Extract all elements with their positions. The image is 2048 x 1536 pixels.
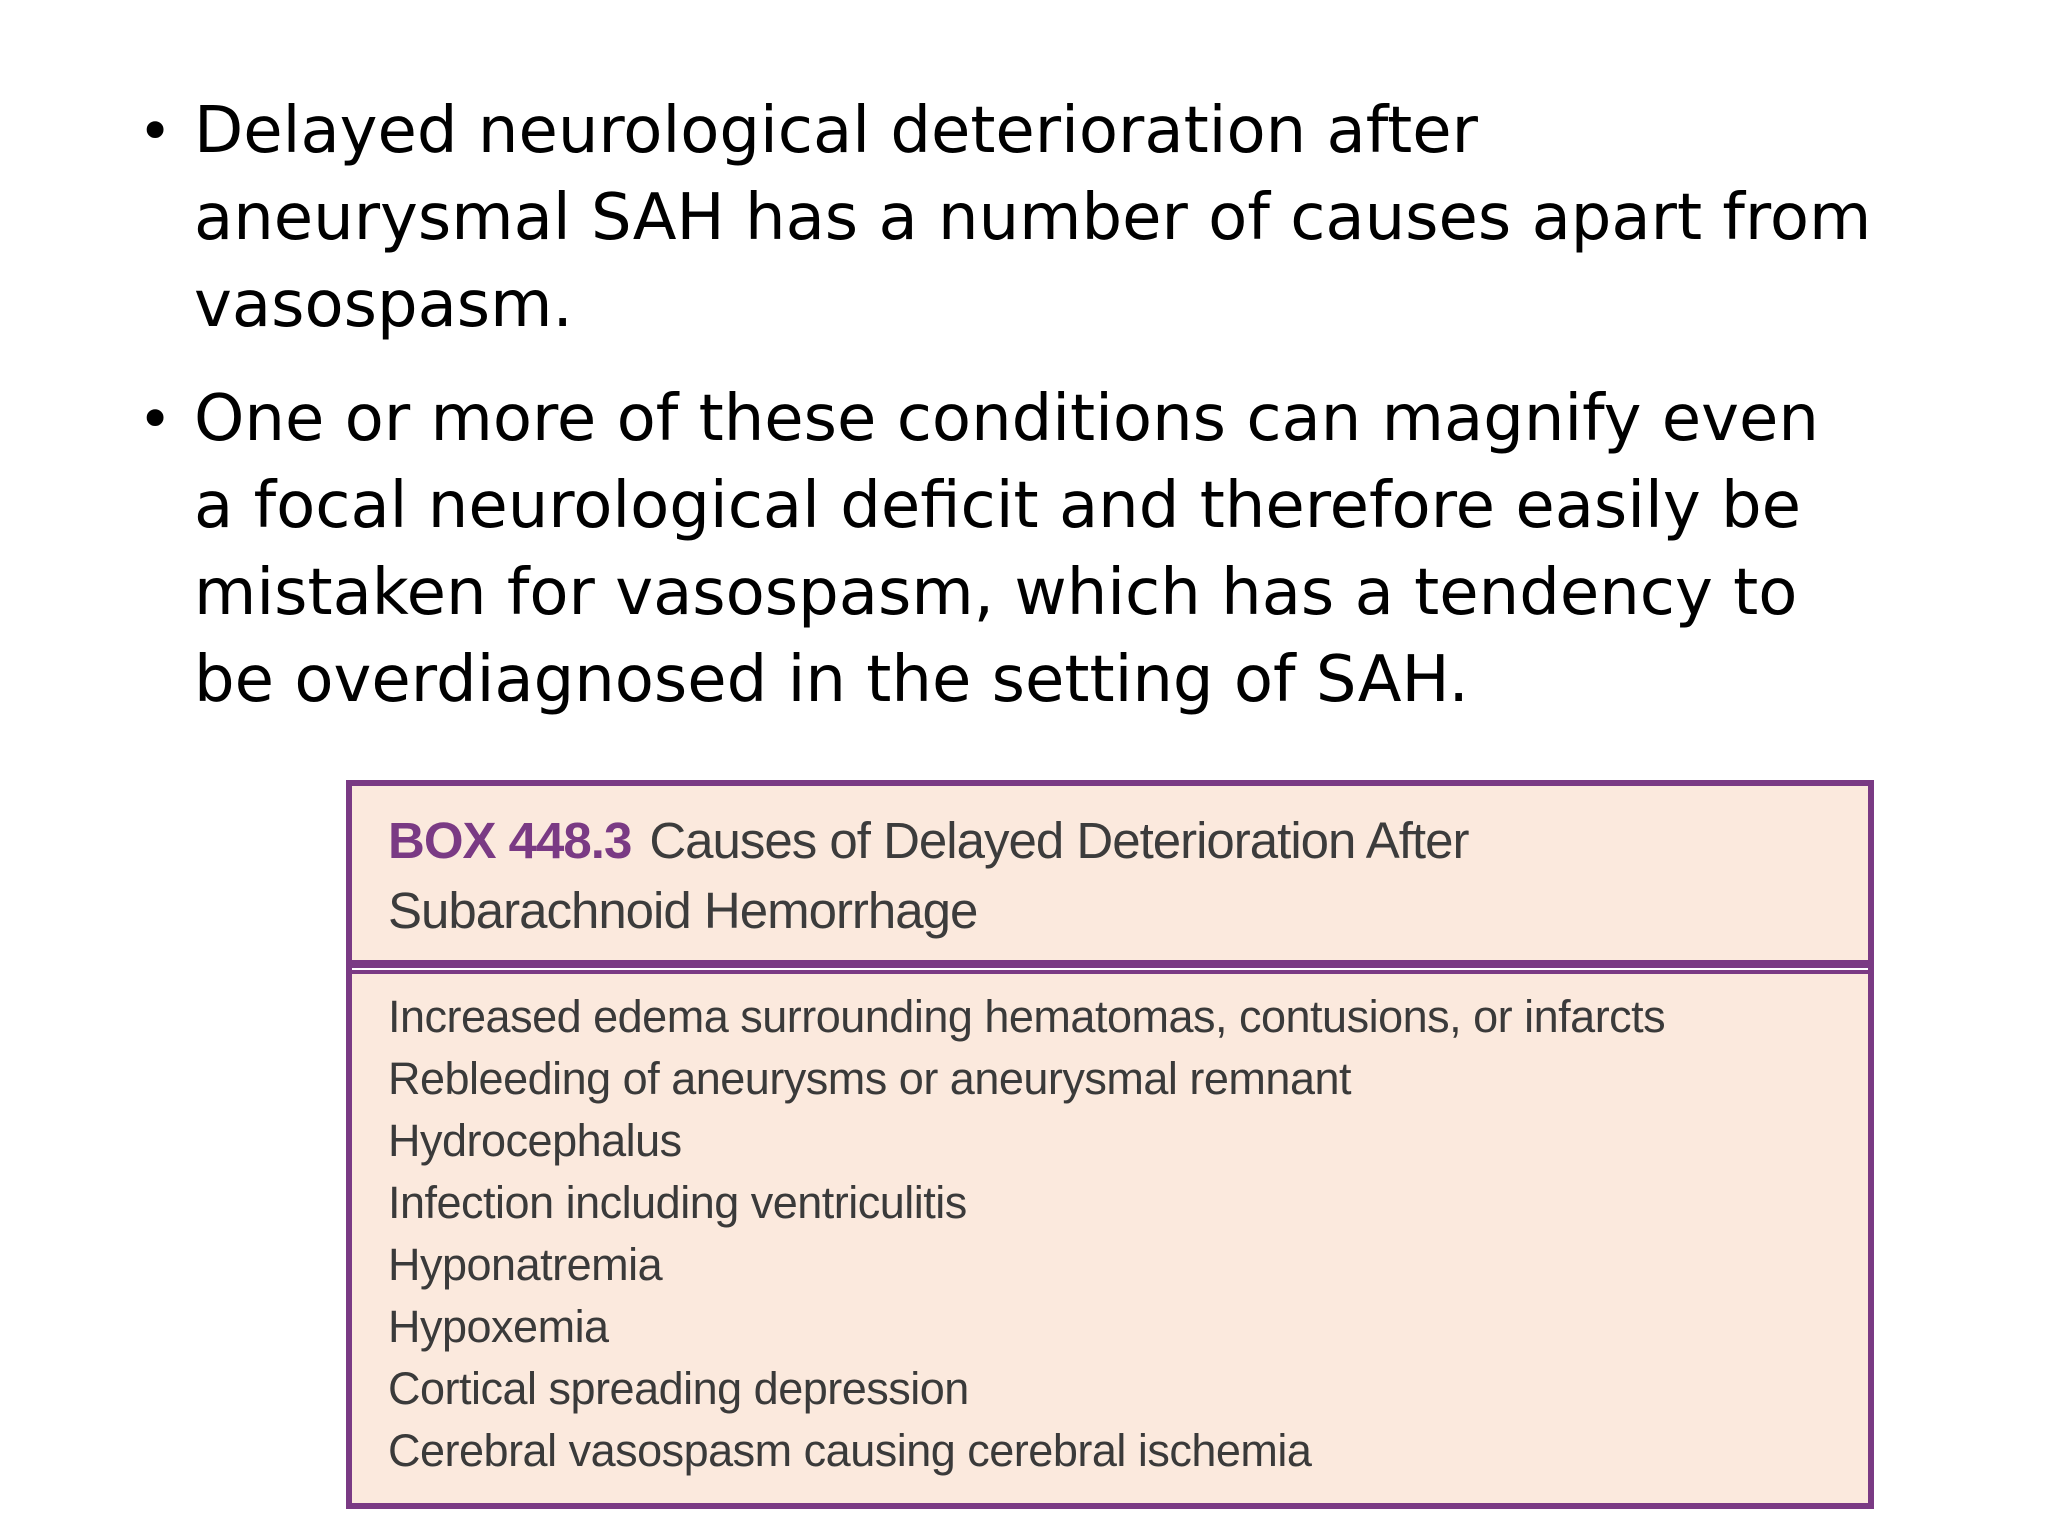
cause-item: Rebleeding of aneurysms or aneurysmal remnant: [388, 1053, 1351, 1104]
causes-list: [352, 970, 1868, 1482]
cause-item: Increased edema surrounding hematomas, contusions, or infarcts: [388, 991, 1666, 1042]
cause-item: Infection including ventriculitis: [388, 1177, 967, 1228]
bullet-marker: •: [138, 385, 173, 453]
bullet-line: vasospasm.: [194, 268, 573, 342]
box-label: BOX 448.3: [388, 812, 632, 869]
bullet-marker: •: [138, 97, 173, 165]
cause-item: Cerebral vasospasm causing cerebral ischemia: [388, 1425, 1312, 1476]
bullet-line: Delayed neurological deterioration after: [194, 94, 1478, 168]
cause-item: Hydrocephalus: [388, 1115, 682, 1166]
box-divider: [352, 960, 1868, 970]
bullet-list: [138, 88, 1958, 751]
box-title-line2: Subarachnoid Hemorrhage: [388, 882, 978, 939]
bullet-line: a focal neurological deficit and therefore easily be: [194, 469, 1802, 543]
cause-item: Hyponatremia: [388, 1239, 663, 1290]
cause-item: Cortical spreading depression: [388, 1363, 969, 1414]
bullet-line: One or more of these conditions can magnify even: [194, 382, 1819, 456]
causes-box: [346, 780, 1874, 1509]
bullet-item: [138, 376, 1958, 724]
box-title-line1: Causes of Delayed Deterioration After: [649, 812, 1469, 869]
bullet-line: be overdiagnosed in the setting of SAH.: [194, 643, 1469, 717]
bullet-item: [138, 88, 1958, 349]
bullet-line: aneurysmal SAH has a number of causes apart from: [194, 181, 1872, 255]
cause-item: Hypoxemia: [388, 1301, 609, 1352]
box-header: [352, 786, 1868, 960]
bullet-line: mistaken for vasospasm, which has a tendency to: [194, 556, 1798, 630]
